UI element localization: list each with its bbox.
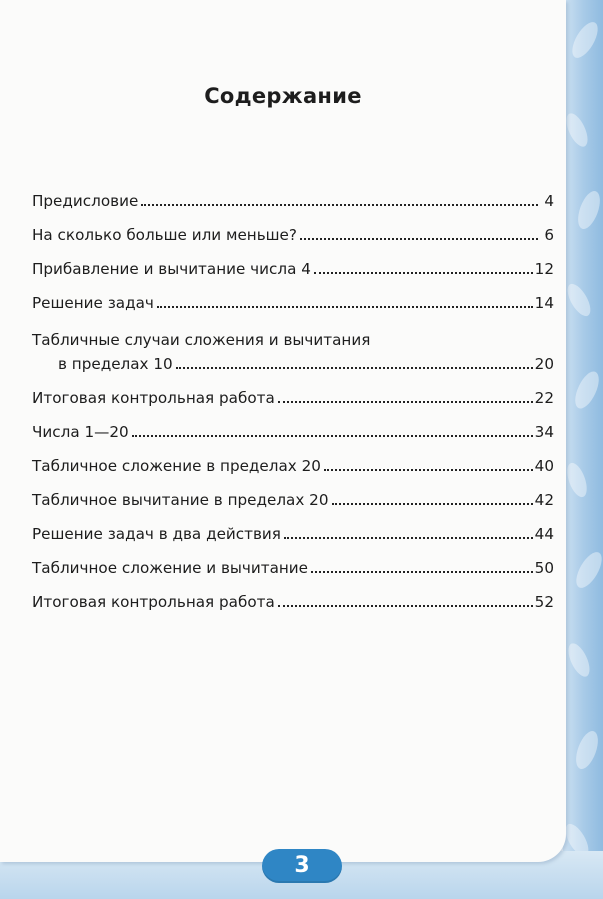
toc-entry-label: Табличное сложение в пределах 20	[32, 457, 321, 475]
toc-entry[interactable]	[32, 211, 554, 245]
toc-entry[interactable]	[32, 313, 554, 374]
dot-leader	[278, 605, 533, 607]
toc-entry-page: 14	[534, 294, 554, 312]
toc-entry[interactable]	[32, 408, 554, 442]
toc-entry-label: Числа 1—20	[32, 423, 129, 441]
toc-entry[interactable]	[32, 442, 554, 476]
toc-entry[interactable]	[32, 510, 554, 544]
toc-entry-page: 40	[534, 457, 554, 475]
toc-entry[interactable]	[32, 279, 554, 313]
toc-entry-label: Решение задач	[32, 294, 154, 312]
toc-entry-label: Итоговая контрольная работа	[32, 389, 275, 407]
toc-entry[interactable]	[32, 544, 554, 578]
dot-leader	[141, 204, 538, 206]
dot-leader	[157, 306, 533, 308]
toc-entry-label: Прибавление и вычитание числа 4	[32, 260, 311, 278]
toc-entry-label: Табличные случаи сложения и вычитания	[32, 331, 371, 349]
toc-entry-label: Табличное вычитание в пределах 20	[32, 491, 329, 509]
toc-entry[interactable]	[32, 374, 554, 408]
toc-entry-page: 4	[544, 192, 554, 210]
toc-entry-page: 44	[534, 525, 554, 543]
dot-leader	[314, 272, 533, 274]
toc-entry-page: 50	[534, 559, 554, 577]
dot-leader	[324, 469, 533, 471]
table-of-contents	[32, 177, 554, 612]
toc-entry-page: 22	[534, 389, 554, 407]
bleed-through-text	[18, 40, 558, 67]
toc-entry[interactable]	[32, 245, 554, 279]
dot-leader	[176, 367, 533, 369]
toc-entry-label: На сколько больше или меньше?	[32, 226, 297, 244]
toc-entry-page: 42	[534, 491, 554, 509]
toc-entry-label: Предисловие	[32, 192, 139, 210]
dot-leader	[311, 571, 533, 573]
toc-entry-label-continued: в пределах 10	[58, 355, 173, 373]
toc-entry-page: 6	[544, 226, 554, 244]
decorative-side-band	[563, 0, 603, 899]
toc-entry-label: Итоговая контрольная работа	[32, 593, 275, 611]
leaf-pattern-icon	[563, 0, 603, 899]
toc-entry[interactable]	[32, 177, 554, 211]
dot-leader	[278, 401, 533, 403]
toc-entry-label: Решение задач в два действия	[32, 525, 281, 543]
toc-entry-page: 20	[534, 355, 554, 373]
toc-entry-page: 34	[534, 423, 554, 441]
toc-entry-label: Табличное сложение и вычитание	[32, 559, 309, 577]
toc-entry-page: 52	[534, 593, 554, 611]
toc-entry[interactable]	[32, 578, 554, 612]
page-title: Содержание	[204, 84, 362, 108]
page-number-badge: 3	[262, 849, 342, 883]
dot-leader	[284, 537, 533, 539]
toc-entry-page: 12	[534, 260, 554, 278]
toc-entry[interactable]	[32, 476, 554, 510]
dot-leader	[332, 503, 533, 505]
dot-leader	[132, 435, 533, 437]
dot-leader	[300, 238, 538, 240]
